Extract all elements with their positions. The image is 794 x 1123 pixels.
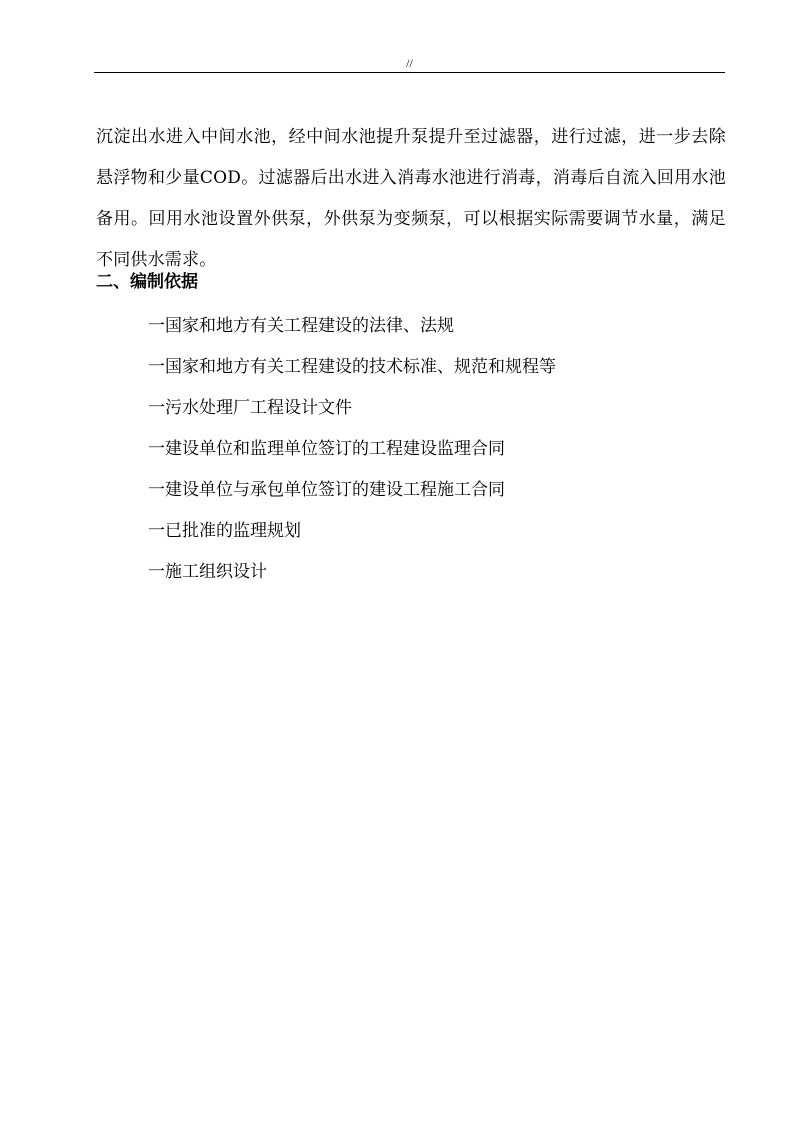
basis-list [148, 306, 556, 593]
list-item: 一施工组织设计 [148, 562, 267, 582]
list-item: 一国家和地方有关工程建设的法律、法规 [148, 316, 454, 336]
list-item: 一已批准的监理规划 [148, 521, 301, 541]
header-text: // [406, 56, 413, 70]
list-item: 一国家和地方有关工程建设的技术标准、规范和规程等 [148, 357, 556, 377]
list-item: 一污水处理厂工程设计文件 [148, 398, 352, 418]
list-item: 一建设单位和监理单位签订的工程建设监理合同 [148, 439, 505, 459]
page-header [94, 56, 725, 73]
section-heading: 二、编制依据 [96, 272, 198, 292]
list-item: 一建设单位与承包单位签订的建设工程施工合同 [148, 480, 505, 500]
body-paragraph: 沉淀出水进入中间水池，经中间水池提升泵提升至过滤器，进行过滤，进一步去除悬浮物和少量COD。过滤器后出水进入消毒水池进行消毒，消毒后自流入回用水池备用。回用水池设置外供泵，外供泵为变频泵，可以根据实际需要调节水量，满足不同供水需求。 [96, 127, 726, 270]
